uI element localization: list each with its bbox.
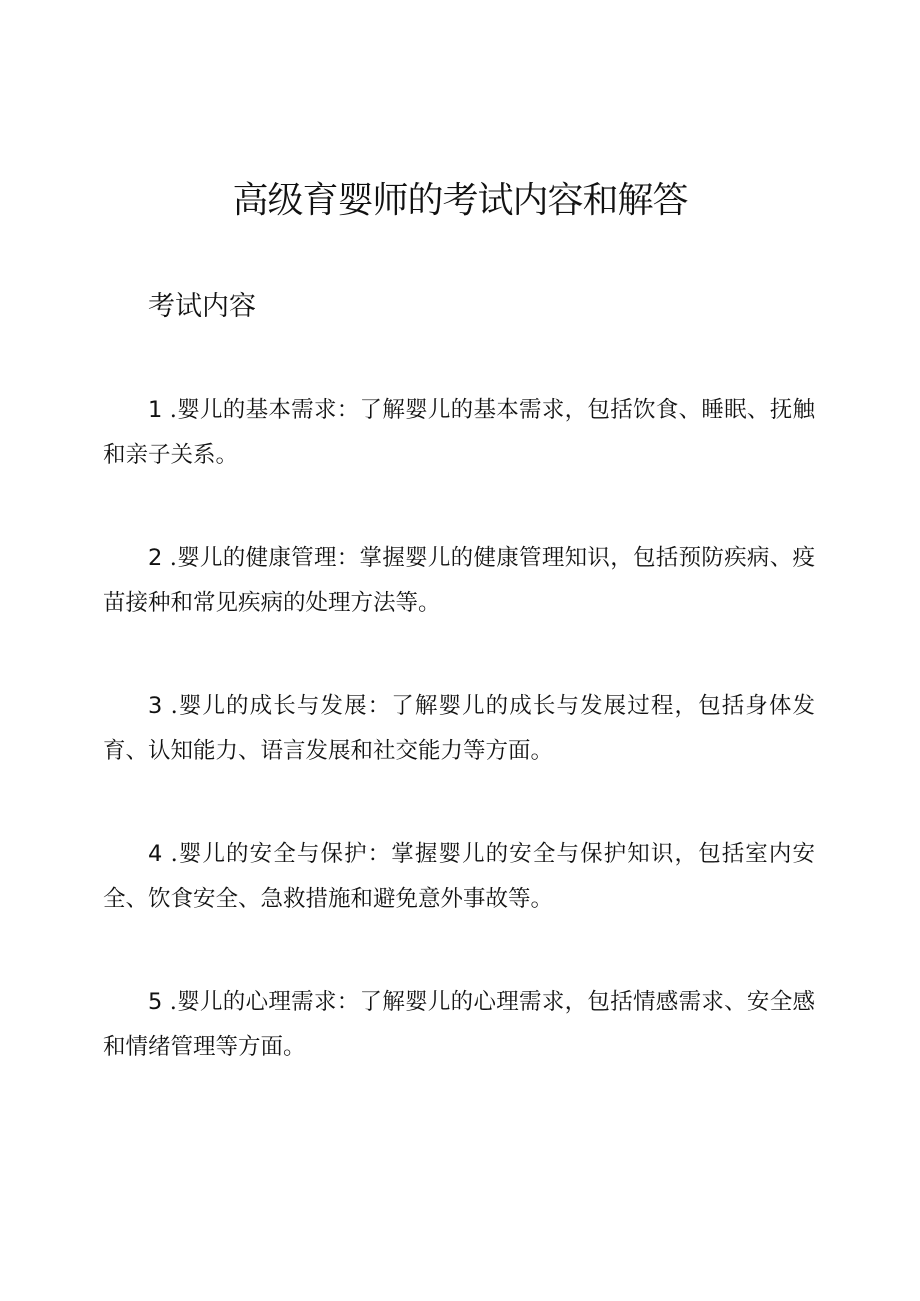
item-number: 3 <box>148 693 163 719</box>
list-item <box>103 684 815 774</box>
list-item <box>103 388 815 478</box>
list-item <box>103 980 815 1070</box>
list-item <box>103 536 815 626</box>
item-text: .婴儿的健康管理：掌握婴儿的健康管理知识，包括预防疾病、疫苗接种和常见疾病的处理方法等。 <box>103 545 816 616</box>
item-text: .婴儿的安全与保护：掌握婴儿的安全与保护知识，包括室内安全、饮食安全、急救措施和避免意外事故等。 <box>103 841 816 912</box>
item-number: 4 <box>148 841 163 867</box>
item-text: .婴儿的成长与发展：了解婴儿的成长与发展过程，包括身体发育、认知能力、语言发展和社交能力等方面。 <box>103 693 816 764</box>
item-number: 2 <box>148 545 163 571</box>
item-number: 5 <box>148 989 163 1015</box>
list-item <box>103 832 815 922</box>
section-heading: 考试内容 <box>148 291 256 322</box>
exam-content-list <box>103 388 815 1128</box>
item-text: .婴儿的心理需求：了解婴儿的心理需求，包括情感需求、安全感和情绪管理等方面。 <box>103 989 816 1060</box>
item-text: .婴儿的基本需求：了解婴儿的基本需求，包括饮食、睡眠、抚触和亲子关系。 <box>103 397 816 468</box>
document-title: 高级育婴师的考试内容和解答 <box>232 180 688 221</box>
item-number: 1 <box>148 397 163 423</box>
